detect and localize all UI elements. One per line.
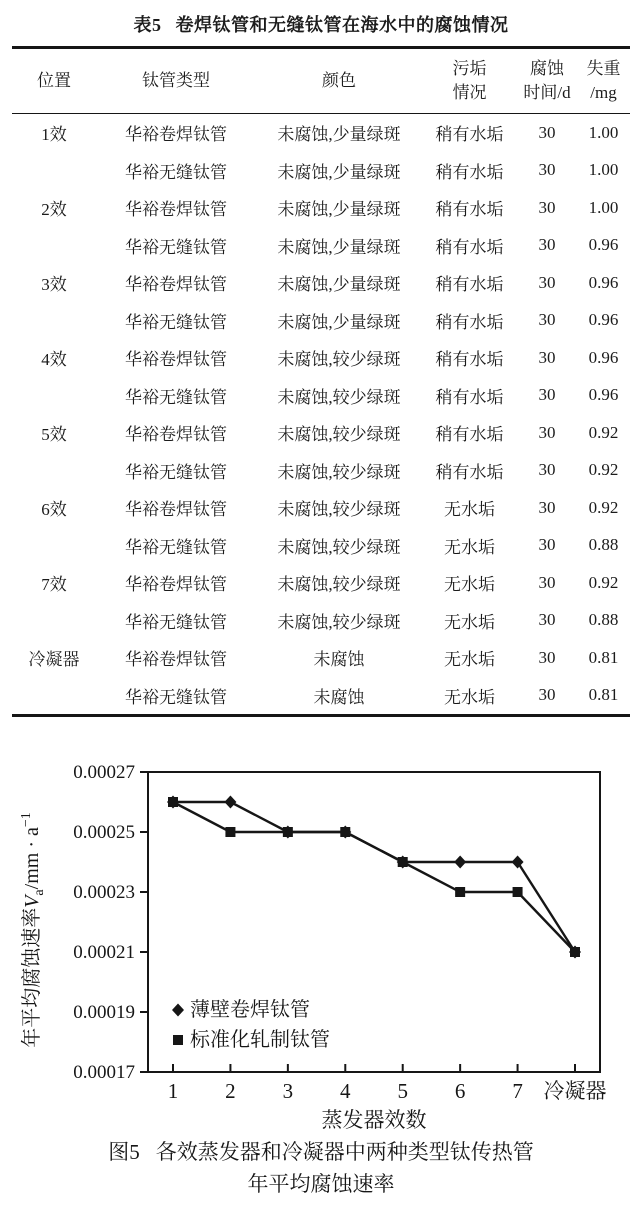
table-cell: 华裕卷焊钛管 (125, 650, 227, 670)
table-cell: 华裕卷焊钛管 (125, 200, 227, 220)
table-cell: 30 (538, 535, 556, 555)
table-header-cell: 腐蚀 时间/d (517, 49, 577, 114)
table-row (12, 602, 630, 640)
figure-caption (0, 1136, 642, 1200)
table-cell: 0.96 (588, 272, 619, 292)
table-cell: 无水垢 (444, 575, 495, 595)
table-cell: 0.81 (588, 685, 619, 705)
legend-label: 薄壁卷焊钛管 (190, 999, 310, 1021)
y-tick-label: 0.00027 (73, 762, 135, 783)
table-cell: 30 (538, 347, 556, 367)
table-cell: 华裕卷焊钛管 (125, 275, 227, 295)
series-line (173, 802, 575, 952)
table-cell: 未腐蚀,较少绿斑 (277, 425, 401, 445)
table-cell: 未腐蚀 (313, 687, 365, 707)
y-tick-label: 0.00023 (73, 882, 135, 903)
data-point (225, 827, 235, 837)
x-tick-label: 3 (282, 1079, 294, 1103)
table-cell: 30 (538, 460, 556, 480)
table-cell: 30 (538, 647, 556, 667)
table-cell: 2效 (41, 200, 67, 220)
table-cell: 无水垢 (444, 650, 495, 670)
x-tick-label: 5 (397, 1079, 408, 1103)
table-cell: 1.00 (588, 197, 619, 217)
table-cell: 0.81 (588, 647, 619, 667)
y-axis-label: 年平均腐蚀速率$V_a/mm \cdot a^{-1}$ (19, 812, 47, 1048)
table-header-cell: 失重 /mg (577, 49, 630, 114)
table-cell: 华裕卷焊钛管 (125, 500, 227, 520)
table-header-cell: 污垢 情况 (422, 49, 517, 114)
series-line (173, 802, 575, 952)
table-cell: 未腐蚀,较少绿斑 (277, 387, 401, 407)
table-row (12, 414, 630, 452)
y-tick-label: 0.00021 (73, 942, 135, 963)
table-cell: 稍有水垢 (435, 237, 504, 257)
table-header-cell: 钛管类型 (96, 49, 256, 114)
x-tick-label: 1 (167, 1079, 179, 1103)
legend-marker (172, 1004, 184, 1017)
table-cell: 华裕无缝钛管 (125, 537, 227, 557)
table-cell (12, 227, 96, 265)
table-cell: 华裕卷焊钛管 (125, 125, 227, 145)
table-cell: 30 (538, 235, 556, 255)
table-row (12, 639, 630, 677)
table-cell: 30 (538, 197, 556, 217)
table-cell: 6效 (41, 500, 67, 520)
data-point (454, 856, 466, 869)
table-cell: 未腐蚀,较少绿斑 (277, 500, 401, 520)
table-cell: 30 (538, 160, 556, 180)
table-cell: 0.92 (588, 497, 619, 517)
table-cell: 30 (538, 572, 556, 592)
table-cell: 未腐蚀,少量绿斑 (277, 237, 401, 257)
corrosion-table (12, 49, 630, 714)
table-cell: 5效 (41, 425, 67, 445)
x-axis-label: 蒸发器效数 (321, 1108, 427, 1129)
table-cell: 未腐蚀,少量绿斑 (277, 312, 401, 332)
table-cell: 无水垢 (444, 537, 495, 557)
table-title-text: 卷焊钛管和无缝钛管在海水中的腐蚀情况 (175, 15, 509, 35)
x-tick-label: 7 (512, 1079, 523, 1103)
table-cell: 未腐蚀,少量绿斑 (277, 275, 401, 295)
table-row (12, 339, 630, 377)
table-cell: 30 (538, 385, 556, 405)
x-tick-label: 2 (225, 1079, 236, 1103)
table-cell: 无水垢 (444, 612, 495, 632)
table-row (12, 564, 630, 602)
y-tick-label: 0.00017 (73, 1062, 135, 1083)
table-cell (12, 377, 96, 415)
table-cell: 30 (538, 610, 556, 630)
table-cell: 华裕卷焊钛管 (125, 425, 227, 445)
table-row (12, 189, 630, 227)
figure-chart-wrap (0, 719, 642, 1134)
table-row (12, 227, 630, 265)
table-cell: 稍有水垢 (435, 275, 504, 295)
table-cell: 稍有水垢 (435, 350, 504, 370)
table-row (12, 452, 630, 490)
figure-caption-line2: 年平均腐蚀速率 (247, 1172, 395, 1196)
x-tick-label: 冷凝器 (543, 1079, 607, 1103)
table-cell (12, 527, 96, 565)
table-cell: 华裕卷焊钛管 (125, 575, 227, 595)
x-tick-label: 4 (340, 1079, 351, 1103)
figure-label: 图5 (108, 1140, 140, 1164)
table-row (12, 677, 630, 715)
table-header-cell: 位置 (12, 49, 96, 114)
table-cell (12, 152, 96, 190)
table-cell: 30 (538, 685, 556, 705)
table-cell: 华裕卷焊钛管 (125, 350, 227, 370)
table-cell: 华裕无缝钛管 (125, 162, 227, 182)
corrosion-rate-chart (0, 719, 642, 1129)
table-header-cell: 颜色 (256, 49, 422, 114)
table-cell: 未腐蚀,较少绿斑 (277, 537, 401, 557)
table-row (12, 264, 630, 302)
data-point (455, 887, 465, 897)
table-cell: 华裕无缝钛管 (125, 312, 227, 332)
table-cell: 稍有水垢 (435, 162, 504, 182)
table-row (12, 377, 630, 415)
figure-caption-text1: 各效蒸发器和冷凝器中两种类型钛传热管 (155, 1140, 534, 1164)
table-row (12, 152, 630, 190)
table-cell: 稍有水垢 (435, 200, 504, 220)
table-cell: 30 (538, 310, 556, 330)
table-cell: 未腐蚀,较少绿斑 (277, 350, 401, 370)
x-tick-label: 6 (454, 1079, 466, 1103)
table-cell: 30 (538, 272, 556, 292)
table-cell: 0.88 (588, 610, 619, 630)
table-cell: 未腐蚀 (313, 650, 365, 670)
table-cell: 冷凝器 (28, 650, 80, 670)
table-cell: 30 (538, 422, 556, 442)
table-row (12, 527, 630, 565)
table-cell: 30 (538, 122, 556, 142)
table-cell: 0.92 (588, 422, 619, 442)
table-cell: 稍有水垢 (435, 462, 504, 482)
table-label: 表5 (133, 15, 162, 35)
table-cell: 0.92 (588, 460, 619, 480)
table-cell: 1.00 (588, 160, 619, 180)
table-row (12, 489, 630, 527)
table-cell: 无水垢 (444, 500, 495, 520)
y-tick-label: 0.00019 (73, 1002, 135, 1023)
figure-caption-line1 (0, 1136, 642, 1168)
table-cell: 1效 (41, 125, 67, 145)
table-cell: 未腐蚀,较少绿斑 (277, 612, 401, 632)
table-body (12, 114, 630, 715)
y-tick-label: 0.00025 (73, 822, 135, 843)
table-cell: 无水垢 (444, 687, 495, 707)
table-cell: 0.96 (588, 310, 619, 330)
table-cell: 0.96 (588, 235, 619, 255)
table-cell: 0.96 (588, 347, 619, 367)
table-cell: 华裕无缝钛管 (125, 687, 227, 707)
table-cell (12, 602, 96, 640)
legend-label: 标准化轧制钛管 (190, 1029, 330, 1051)
table-cell: 0.92 (588, 572, 619, 592)
data-point (224, 796, 236, 809)
table-cell: 未腐蚀,较少绿斑 (277, 575, 401, 595)
data-point (513, 887, 523, 897)
table-row (12, 302, 630, 340)
table-row (12, 114, 630, 152)
table-cell: 稍有水垢 (435, 425, 504, 445)
table-cell: 未腐蚀,较少绿斑 (277, 462, 401, 482)
table-cell: 华裕无缝钛管 (125, 387, 227, 407)
table-cell (12, 452, 96, 490)
table-cell (12, 302, 96, 340)
table-cell: 稍有水垢 (435, 125, 504, 145)
table-cell: 未腐蚀,少量绿斑 (277, 125, 401, 145)
table-cell: 稍有水垢 (435, 387, 504, 407)
table-cell: 3效 (41, 275, 67, 295)
table-cell: 稍有水垢 (435, 312, 504, 332)
table-cell: 7效 (41, 575, 67, 595)
table-cell: 4效 (41, 350, 67, 370)
table-cell: 未腐蚀,少量绿斑 (277, 162, 401, 182)
table-title (0, 0, 642, 46)
table-cell: 0.96 (588, 385, 619, 405)
table-cell: 0.88 (588, 535, 619, 555)
corrosion-table-wrap (12, 46, 630, 717)
legend-marker (173, 1035, 183, 1045)
table-cell: 1.00 (588, 122, 619, 142)
table-header (12, 49, 630, 114)
table-cell: 未腐蚀,少量绿斑 (277, 200, 401, 220)
table-cell (12, 677, 96, 715)
table-cell: 30 (538, 497, 556, 517)
table-cell: 华裕无缝钛管 (125, 237, 227, 257)
plot-border (148, 772, 600, 1072)
table-cell: 华裕无缝钛管 (125, 612, 227, 632)
table-cell: 华裕无缝钛管 (125, 462, 227, 482)
